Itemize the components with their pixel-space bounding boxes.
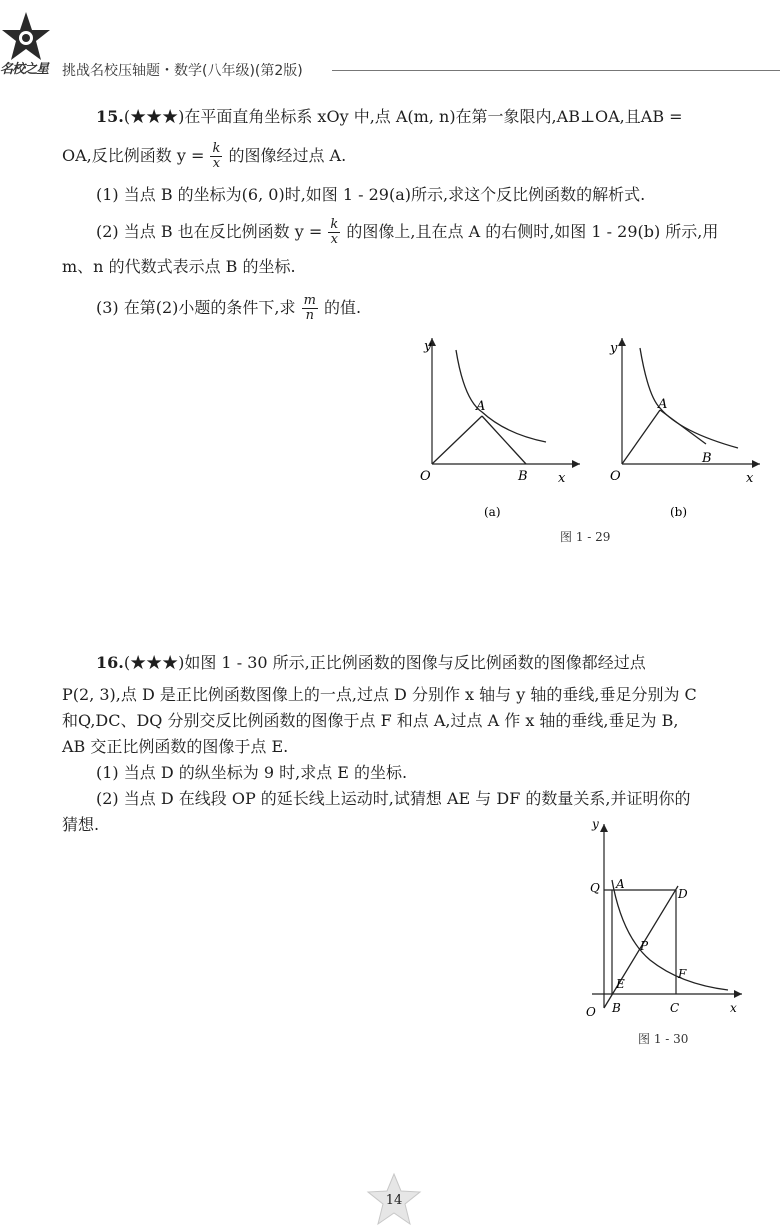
q15-part-3b: 的值. bbox=[324, 298, 362, 317]
q16-part-1: (1) 当点 D 的纵坐标为 9 时,求点 E 的坐标. bbox=[96, 763, 408, 782]
fraction-k-over-x-2: $\frac{k}{x}$ bbox=[330, 217, 339, 247]
header-rule bbox=[332, 70, 780, 71]
q16-text-1: 如图 1 - 30 所示,正比例函数的图像与反比例函数的图像都经过点 bbox=[184, 653, 646, 672]
q16-line-1 bbox=[96, 652, 646, 674]
label-x: x bbox=[730, 1001, 737, 1015]
label-C: C bbox=[670, 1001, 680, 1015]
label-E: E bbox=[616, 977, 625, 991]
q15-part-2b: 的图像上,且在点 A 的右侧时,如图 1 - 29(b) 所示,用 bbox=[346, 222, 719, 241]
q15-part-2c: m、n 的代数式表示点 B 的坐标. bbox=[62, 257, 296, 276]
hyperbola-curve bbox=[612, 880, 728, 990]
label-y: y bbox=[592, 818, 599, 831]
label-O: O bbox=[420, 469, 431, 484]
label-Q: Q bbox=[590, 881, 600, 895]
fraction-m-over-n: $\frac{m}{n}$ bbox=[303, 293, 316, 323]
sub-caption-b: (b) bbox=[670, 505, 688, 519]
x-axis-arrow-icon bbox=[572, 460, 580, 468]
segment-AB bbox=[660, 410, 706, 444]
q15-number: 15. bbox=[96, 107, 124, 126]
q15-part-2a: (2) 当点 B 也在反比例函数 y = bbox=[96, 222, 323, 241]
q15-line-2 bbox=[62, 142, 346, 171]
label-x: x bbox=[558, 471, 566, 486]
label-B: B bbox=[518, 469, 528, 484]
label-P: P bbox=[640, 939, 649, 953]
sub-caption-a: (a) bbox=[484, 505, 501, 519]
caption-1-30: 图 1 - 30 bbox=[638, 1032, 689, 1046]
label-A: A bbox=[658, 397, 668, 412]
brand-text: 名校之星 bbox=[0, 62, 49, 77]
q16-line-3: 和Q,DC、DQ 分别交反比例函数的图像于点 F 和点 A,过点 A 作 x 轴的垂线,垂足为 B, bbox=[62, 711, 679, 730]
label-B: B bbox=[702, 451, 712, 466]
q16-part-2b: 猜想. bbox=[62, 815, 100, 834]
q15-line-1 bbox=[96, 106, 683, 128]
q15-text-2a: OA,反比例函数 y = bbox=[62, 146, 205, 165]
segment-AB bbox=[482, 416, 526, 464]
label-A: A bbox=[616, 877, 625, 891]
hyperbola-curve bbox=[640, 348, 738, 448]
y-axis-arrow-icon bbox=[600, 824, 608, 832]
q15-part-1: (1) 当点 B 的坐标为(6, 0)时,如图 1 - 29(a)所示,求这个反比例函数的解析式. bbox=[96, 185, 646, 204]
x-axis-arrow-icon bbox=[752, 460, 760, 468]
q16-line-2: P(2, 3),点 D 是正比例函数图像上的一点,过点 D 分别作 x 轴与 y 轴的垂线,垂足分别为 C bbox=[62, 685, 697, 704]
page-number: 14 bbox=[385, 1193, 403, 1208]
segment-OA bbox=[432, 416, 482, 464]
figure-1-30 bbox=[580, 818, 750, 1028]
label-O: O bbox=[586, 1005, 596, 1019]
q16-number: 16. bbox=[96, 653, 124, 672]
q16-stars: (★★★) bbox=[123, 653, 185, 672]
label-y: y bbox=[610, 341, 618, 356]
label-A: A bbox=[476, 399, 486, 414]
y-axis-arrow-icon bbox=[618, 338, 626, 346]
q15-line-p3 bbox=[96, 294, 361, 323]
label-O: O bbox=[610, 469, 621, 484]
q15-stars: (★★★) bbox=[123, 107, 185, 126]
label-F: F bbox=[678, 967, 687, 981]
caption-1-29: 图 1 - 29 bbox=[560, 530, 611, 544]
label-y: y bbox=[424, 339, 432, 354]
q15-part-3a: (3) 在第(2)小题的条件下,求 bbox=[96, 298, 296, 317]
label-B: B bbox=[612, 1001, 621, 1015]
fraction-k-over-x: $\frac{k}{x}$ bbox=[212, 141, 221, 171]
figure-1-29a bbox=[410, 330, 590, 530]
figure-1-29b bbox=[600, 330, 770, 530]
label-x: x bbox=[746, 471, 754, 486]
segment-OA bbox=[622, 410, 660, 464]
label-D: D bbox=[678, 887, 688, 901]
header-title: 挑战名校压轴题・数学(八年级)(第2版) bbox=[62, 63, 303, 79]
q16-line-4: AB 交正比例函数的图像于点 E. bbox=[62, 737, 289, 756]
x-axis-arrow-icon bbox=[734, 990, 742, 998]
q16-part-2a: (2) 当点 D 在线段 OP 的延长线上运动时,试猜想 AE 与 DF 的数量关系,并证明你的 bbox=[96, 789, 691, 808]
q15-text-2b: 的图像经过点 A. bbox=[228, 146, 347, 165]
q15-line-p2 bbox=[96, 218, 718, 247]
q15-text-1: 在平面直角坐标系 xOy 中,点 A(m, n)在第一象限内,AB⊥OA,且AB = bbox=[184, 107, 683, 126]
